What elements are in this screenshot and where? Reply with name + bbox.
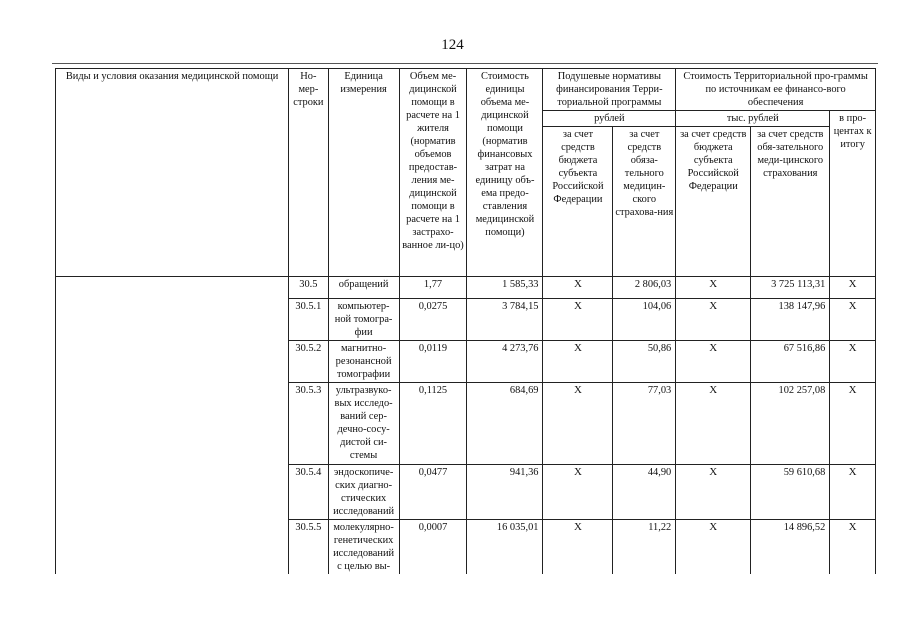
- pc-oms-cell: 77,03: [613, 383, 676, 465]
- pc-budget-cell: X: [543, 299, 613, 341]
- row-no-cell: 30.5.4: [289, 465, 329, 520]
- top-rule: [52, 63, 878, 64]
- header-unit: Единица измерения: [328, 69, 399, 277]
- cost-cell: 1 585,33: [467, 277, 543, 299]
- unit-cell: молекулярно-генетических исследований с целью вы-: [328, 520, 399, 575]
- header-budget-rf-thousand: за счет средств бюджета субъекта Российской Федерации: [676, 127, 751, 277]
- header-row-no: Но-мер-строки: [289, 69, 329, 277]
- pc-oms-cell: 44,90: [613, 465, 676, 520]
- header-budget-rf: за счет средств бюджета субъекта Российской Федерации: [543, 127, 613, 277]
- pc-oms-cell: 104,06: [613, 299, 676, 341]
- pc-budget-cell: X: [543, 277, 613, 299]
- tc-budget-cell: X: [676, 277, 751, 299]
- volume-cell: 0,0275: [399, 299, 467, 341]
- tc-budget-cell: X: [676, 299, 751, 341]
- pct-cell: X: [830, 341, 876, 383]
- unit-cell: магнитно-резонансной томографии: [328, 341, 399, 383]
- tc-oms-cell: 3 725 113,31: [751, 277, 830, 299]
- tc-oms-cell: 14 896,52: [751, 520, 830, 575]
- cost-cell: 3 784,15: [467, 299, 543, 341]
- row-no-cell: 30.5: [289, 277, 329, 299]
- tc-oms-cell: 67 516,86: [751, 341, 830, 383]
- volume-cell: 0,1125: [399, 383, 467, 465]
- type-cell: [56, 277, 289, 299]
- header-program-cost: Стоимость Территориальной про-граммы по источникам ее финансо-вого обеспечения: [676, 69, 876, 111]
- header-type: Виды и условия оказания медицинской помощи: [56, 69, 289, 277]
- pct-cell: X: [830, 299, 876, 341]
- header-percent-total: в про-центах к итогу: [830, 111, 876, 277]
- volume-cell: 0,0477: [399, 465, 467, 520]
- table-row: [56, 383, 876, 465]
- header-rubles: рублей: [543, 111, 676, 127]
- tc-budget-cell: X: [676, 383, 751, 465]
- cost-cell: 941,36: [467, 465, 543, 520]
- table-row: [56, 277, 876, 299]
- unit-cell: ультразвуко-вых исследо-ваний сер-дечно-сосу-дистой си-стемы: [328, 383, 399, 465]
- financing-table: [55, 68, 876, 574]
- row-no-cell: 30.5.1: [289, 299, 329, 341]
- cost-cell: 16 035,01: [467, 520, 543, 575]
- tc-oms-cell: 138 147,96: [751, 299, 830, 341]
- cost-cell: 4 273,76: [467, 341, 543, 383]
- pct-cell: X: [830, 383, 876, 465]
- header-per-capita: Подушевые нормативы финансирования Терри-ториальной программы: [543, 69, 676, 111]
- pc-oms-cell: 11,22: [613, 520, 676, 575]
- tc-oms-cell: 59 610,68: [751, 465, 830, 520]
- volume-cell: 0,0007: [399, 520, 467, 575]
- tc-budget-cell: X: [676, 465, 751, 520]
- volume-cell: 0,0119: [399, 341, 467, 383]
- row-no-cell: 30.5.5: [289, 520, 329, 575]
- pct-cell: X: [830, 277, 876, 299]
- row-no-cell: 30.5.2: [289, 341, 329, 383]
- type-cell: [56, 341, 289, 383]
- header-oms-thousand: за счет средств обя-зательного меди-цинского страхования: [751, 127, 830, 277]
- unit-cell: эндоскопиче-ских диагно-стических исследований: [328, 465, 399, 520]
- pc-budget-cell: X: [543, 383, 613, 465]
- type-cell: [56, 520, 289, 575]
- table-row: [56, 520, 876, 575]
- page-number: 124: [441, 37, 464, 53]
- cost-cell: 684,69: [467, 383, 543, 465]
- pc-oms-cell: 50,86: [613, 341, 676, 383]
- volume-cell: 1,77: [399, 277, 467, 299]
- type-cell: [56, 465, 289, 520]
- table-row: [56, 341, 876, 383]
- pct-cell: X: [830, 520, 876, 575]
- unit-cell: обращений: [328, 277, 399, 299]
- table-row: [56, 465, 876, 520]
- tc-oms-cell: 102 257,08: [751, 383, 830, 465]
- pct-cell: X: [830, 465, 876, 520]
- pc-budget-cell: X: [543, 465, 613, 520]
- pc-budget-cell: X: [543, 341, 613, 383]
- table-row: [56, 299, 876, 341]
- pc-budget-cell: X: [543, 520, 613, 575]
- type-cell: [56, 299, 289, 341]
- header-row-1: [56, 69, 876, 111]
- type-cell: [56, 383, 289, 465]
- unit-cell: компьютер-ной томогра-фии: [328, 299, 399, 341]
- header-volume: Объем ме-дицинской помощи в расчете на 1 жителя (норматив объемов предостав-ления ме-дицинской помощи в расчете на 1 застрахо-ванное ли-цо): [399, 69, 467, 277]
- tc-budget-cell: X: [676, 520, 751, 575]
- header-thousand-rubles: тыс. рублей: [676, 111, 830, 127]
- tc-budget-cell: X: [676, 341, 751, 383]
- header-unit-cost: Стоимость единицы объема ме-дицинской помощи (норматив финансовых затрат на единицу объ-ема предо-ставления медицинской помощи): [467, 69, 543, 277]
- pc-oms-cell: 2 806,03: [613, 277, 676, 299]
- header-oms: за счет средств обяза-тельного медицин-ского страхова-ния: [613, 127, 676, 277]
- row-no-cell: 30.5.3: [289, 383, 329, 465]
